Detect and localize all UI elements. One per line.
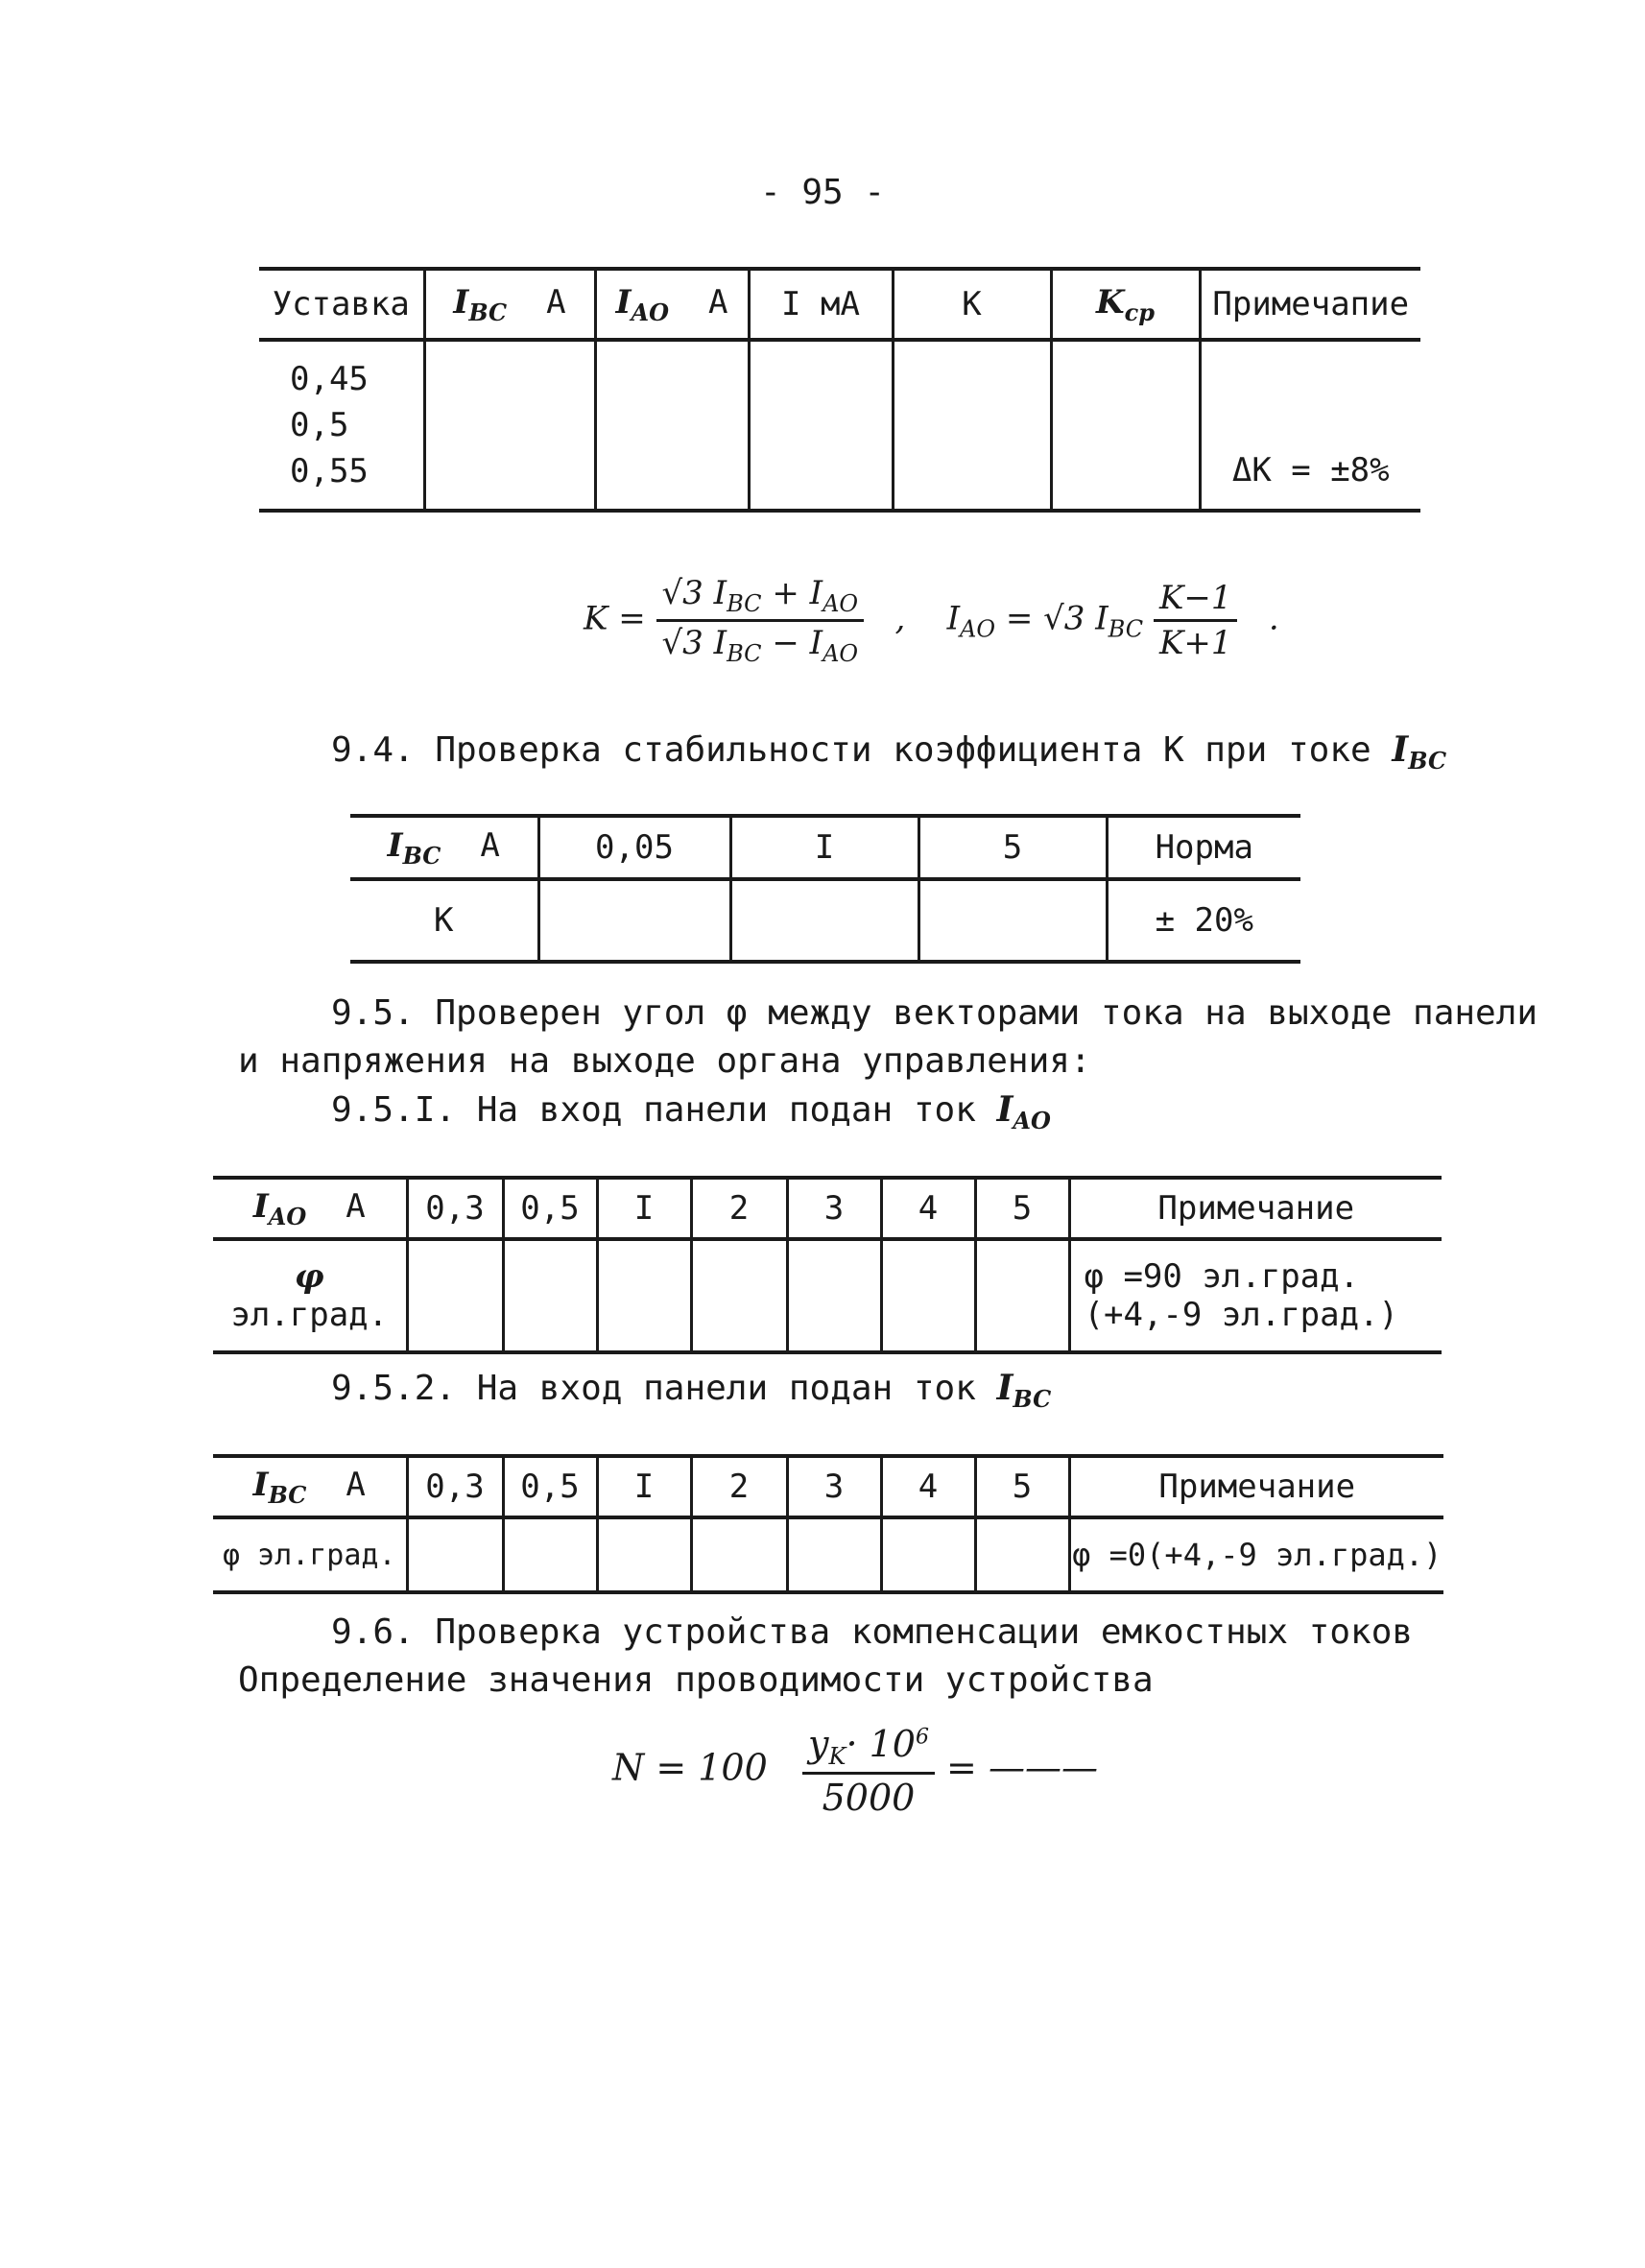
conductance-fraction: $\frac{y_K\cdot 10^6}{5000}$ [802, 1723, 935, 1819]
col-current: 0,05 [538, 816, 730, 879]
col-setpoint: Уставка [259, 269, 424, 340]
angle-table-iao [213, 1176, 1442, 1354]
phi-note: φ =0(+4,-9 эл.град.) [1069, 1517, 1443, 1592]
col-current: 0,3 [407, 1178, 503, 1239]
cell-empty [597, 1239, 691, 1352]
col-current: 0,3 [407, 1456, 503, 1517]
cell-empty [730, 879, 918, 962]
cell-empty [503, 1239, 597, 1352]
cell-empty [893, 340, 1051, 511]
col-current: 2 [691, 1456, 787, 1517]
col-current: 5 [918, 816, 1107, 879]
col-ibc: $I_{BC}$ A [350, 816, 538, 879]
section-9-6-line2: Определение значения проводимости устройства [238, 1660, 1154, 1700]
phi-note: φ =90 эл.град. [1084, 1257, 1360, 1296]
row-label-phi: φ эл.град. [213, 1239, 407, 1352]
col-iao: $I_{AO}$ A [595, 269, 749, 340]
cell-empty [691, 1517, 787, 1592]
cell-empty [503, 1517, 597, 1592]
cell-empty [787, 1239, 881, 1352]
cell-empty [749, 340, 893, 511]
cell-empty [881, 1239, 975, 1352]
setpoint-value: 0,45 [290, 360, 369, 398]
k-formula: K = $\frac{√3 I_{BC} + I_{AO}}{√3 I_{BC} - I_{AO}}$ , $I_{AO} = √3$ $I_{BC}$ $\frac{K-1}{K+1}$ . [584, 574, 1279, 667]
cell-empty [424, 340, 595, 511]
cell-empty [407, 1239, 503, 1352]
col-norm: Норма [1107, 816, 1300, 879]
col-current: 5 [975, 1178, 1069, 1239]
col-i-ma: I мА [749, 269, 893, 340]
stability-table [350, 814, 1300, 964]
section-9-5-2-title: 9.5.2. На вход панели подан ток $I_{BC}$ [331, 1368, 1052, 1413]
col-current: 0,5 [503, 1456, 597, 1517]
section-9-5-line1: 9.5. Проверен угол φ между векторами тока на выходе панели [331, 993, 1538, 1033]
cell-empty [975, 1239, 1069, 1352]
conductance-formula: N = 100 $\frac{y_K\cdot 10^6}{5000}$ = ——— [612, 1723, 1098, 1819]
note-cell [1069, 1239, 1442, 1352]
setpoint-value: 0,55 [290, 452, 369, 490]
setpoint-table [259, 267, 1420, 513]
cell-empty [595, 340, 749, 511]
section-9-6-line1: 9.6. Проверка устройства компенсации емкостных токов [331, 1612, 1414, 1652]
setpoint-values [259, 340, 424, 511]
iao-fraction: $\frac{K-1}{K+1}$ [1154, 579, 1238, 662]
k-fraction: $\frac{√3 I_{BC} + I_{AO}}{√3 I_{BC} - I_{AO}}$ [656, 574, 865, 667]
cell-empty [881, 1517, 975, 1592]
section-9-4-title: 9.4. Проверка стабильности коэффициента К при токе $I_{BC}$ [331, 729, 1447, 775]
note-cell [1200, 340, 1420, 511]
col-kcp: $K_{cp}$ [1051, 269, 1200, 340]
cell-empty [538, 879, 730, 962]
col-iao: $I_{AO}$ A [213, 1178, 407, 1239]
cell-empty [918, 879, 1107, 962]
col-current: 3 [787, 1456, 881, 1517]
col-current: 4 [881, 1178, 975, 1239]
cell-empty [691, 1239, 787, 1352]
setpoint-value: 0,5 [290, 406, 349, 444]
col-note: Примечапие [1200, 269, 1420, 340]
row-label-phi: φ эл.град. [213, 1517, 407, 1592]
section-9-5-line2: и напряжения на выходе органа управления: [238, 1041, 1091, 1081]
col-ibc: $I_{BC}$ A [213, 1456, 407, 1517]
col-current: 5 [975, 1456, 1069, 1517]
angle-table-ibc [213, 1454, 1443, 1594]
cell-empty [787, 1517, 881, 1592]
cell-empty [407, 1517, 503, 1592]
col-note: Примечание [1069, 1456, 1443, 1517]
col-current: 3 [787, 1178, 881, 1239]
section-9-5-1-title: 9.5.I. На вход панели подан ток $I_{AO}$ [331, 1089, 1051, 1134]
col-ibc: $I_{BC}$ A [424, 269, 595, 340]
cell-empty [597, 1517, 691, 1592]
col-note: Примечание [1069, 1178, 1442, 1239]
phi-tolerance: (+4,-9 эл.град.) [1084, 1296, 1399, 1334]
col-current: I [730, 816, 918, 879]
page-number: - 95 - [759, 173, 886, 212]
norm-value: ± 20% [1107, 879, 1300, 962]
row-label-k: К [350, 879, 538, 962]
col-current: I [597, 1456, 691, 1517]
col-current: I [597, 1178, 691, 1239]
col-current: 4 [881, 1456, 975, 1517]
col-current: 0,5 [503, 1178, 597, 1239]
col-k: К [893, 269, 1051, 340]
delta-k-note: ΔК = ±8% [1231, 451, 1390, 489]
cell-empty [1051, 340, 1200, 511]
cell-empty [975, 1517, 1069, 1592]
col-current: 2 [691, 1178, 787, 1239]
